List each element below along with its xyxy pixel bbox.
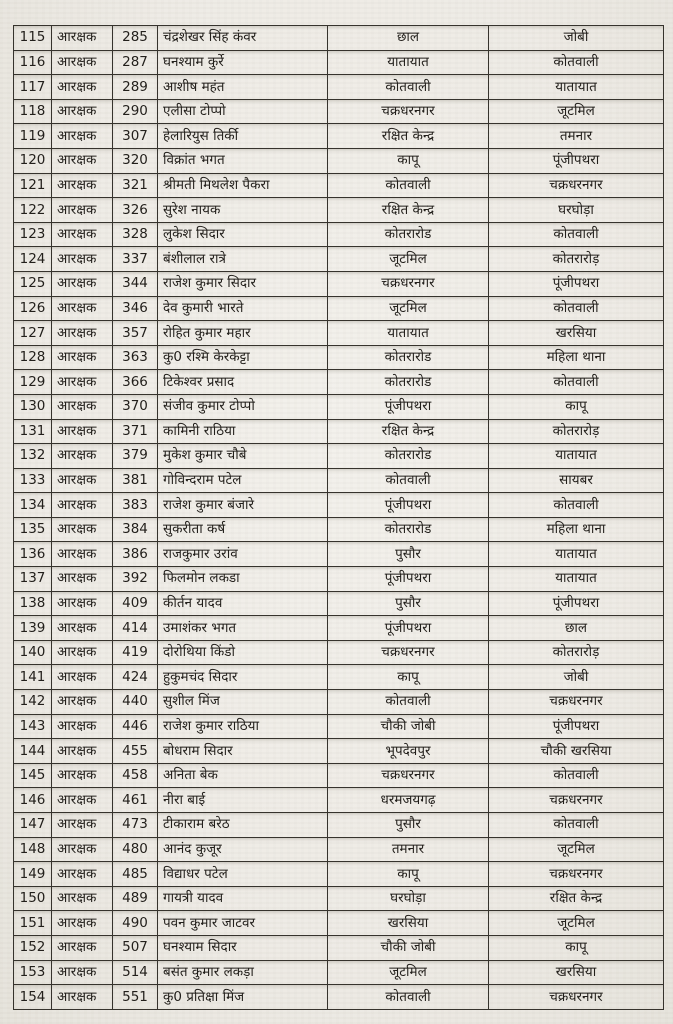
cell-posted-from: कोतरारोड (328, 517, 489, 542)
cell-name: उमाशंकर भगत (158, 616, 328, 641)
cell-posted-to: चौकी खरसिया (489, 739, 664, 764)
cell-belt-no: 473 (113, 813, 158, 838)
cell-serial-no: 147 (14, 813, 52, 838)
cell-belt-no: 383 (113, 493, 158, 518)
cell-post: आरक्षक (52, 99, 113, 124)
cell-name: हुकुमचंद सिदार (158, 665, 328, 690)
cell-name: सुरेश नायक (158, 198, 328, 223)
cell-posted-to: रक्षित केन्द्र (489, 886, 664, 911)
cell-belt-no: 386 (113, 542, 158, 567)
cell-posted-to: यातायात (489, 567, 664, 592)
table-row (14, 222, 664, 247)
cell-name: टीकाराम बरेठ (158, 813, 328, 838)
cell-belt-no: 551 (113, 985, 158, 1010)
cell-post: आरक्षक (52, 567, 113, 592)
cell-serial-no: 132 (14, 444, 52, 469)
cell-posted-from: पूंजीपथरा (328, 394, 489, 419)
document-page (13, 25, 663, 1010)
cell-posted-from: पूंजीपथरा (328, 567, 489, 592)
cell-posted-to: तमनार (489, 124, 664, 149)
cell-name: आशीष महंत (158, 75, 328, 100)
cell-posted-to: छाल (489, 616, 664, 641)
cell-post: आरक्षक (52, 124, 113, 149)
cell-serial-no: 126 (14, 296, 52, 321)
cell-post: आरक्षक (52, 640, 113, 665)
cell-belt-no: 446 (113, 714, 158, 739)
table-row (14, 690, 664, 715)
cell-posted-to: कोतवाली (489, 296, 664, 321)
table-row (14, 985, 664, 1010)
cell-serial-no: 137 (14, 567, 52, 592)
cell-belt-no: 424 (113, 665, 158, 690)
cell-serial-no: 145 (14, 763, 52, 788)
cell-posted-to: कोतवाली (489, 370, 664, 395)
cell-serial-no: 136 (14, 542, 52, 567)
cell-serial-no: 120 (14, 148, 52, 173)
cell-post: आरक्षक (52, 665, 113, 690)
cell-posted-to: चक्रधरनगर (489, 788, 664, 813)
cell-name: कु0 रश्मि केरकेट्टा (158, 345, 328, 370)
cell-posted-to: खरसिया (489, 321, 664, 346)
cell-serial-no: 116 (14, 50, 52, 75)
table-row (14, 148, 664, 173)
table-row (14, 394, 664, 419)
cell-serial-no: 143 (14, 714, 52, 739)
cell-post: आरक्षक (52, 296, 113, 321)
cell-serial-no: 119 (14, 124, 52, 149)
cell-belt-no: 514 (113, 960, 158, 985)
cell-serial-no: 117 (14, 75, 52, 100)
cell-serial-no: 133 (14, 468, 52, 493)
cell-serial-no: 140 (14, 640, 52, 665)
table-row (14, 616, 664, 641)
cell-serial-no: 129 (14, 370, 52, 395)
cell-post: आरक्षक (52, 591, 113, 616)
cell-serial-no: 134 (14, 493, 52, 518)
cell-posted-from: धरमजयगढ़ (328, 788, 489, 813)
cell-name: नीरा बाई (158, 788, 328, 813)
cell-name: पवन कुमार जाटवर (158, 911, 328, 936)
cell-post: आरक्षक (52, 26, 113, 51)
cell-posted-to: कोतवाली (489, 493, 664, 518)
table-row (14, 886, 664, 911)
cell-belt-no: 480 (113, 837, 158, 862)
cell-serial-no: 124 (14, 247, 52, 272)
cell-name: कु0 प्रतिक्षा मिंज (158, 985, 328, 1010)
cell-name: मुकेश कुमार चौबे (158, 444, 328, 469)
table-row (14, 444, 664, 469)
cell-name: राजेश कुमार सिदार (158, 271, 328, 296)
cell-belt-no: 357 (113, 321, 158, 346)
cell-posted-from: पूंजीपथरा (328, 616, 489, 641)
cell-posted-to: कोतरारोड़ (489, 247, 664, 272)
cell-posted-from: तमनार (328, 837, 489, 862)
cell-belt-no: 328 (113, 222, 158, 247)
cell-name: देव कुमारी भारते (158, 296, 328, 321)
cell-belt-no: 414 (113, 616, 158, 641)
table-row (14, 665, 664, 690)
cell-post: आरक्षक (52, 788, 113, 813)
cell-posted-to: जोबी (489, 665, 664, 690)
cell-belt-no: 371 (113, 419, 158, 444)
cell-serial-no: 118 (14, 99, 52, 124)
table-body (14, 26, 664, 1010)
cell-post: आरक्षक (52, 493, 113, 518)
cell-serial-no: 130 (14, 394, 52, 419)
cell-posted-to: घरघोड़ा (489, 198, 664, 223)
cell-belt-no: 370 (113, 394, 158, 419)
cell-post: आरक्षक (52, 763, 113, 788)
cell-posted-to: चक्रधरनगर (489, 862, 664, 887)
cell-posted-from: रक्षित केन्द्र (328, 124, 489, 149)
cell-post: आरक्षक (52, 960, 113, 985)
cell-posted-to: कापू (489, 935, 664, 960)
table-row (14, 296, 664, 321)
cell-posted-from: कोतवाली (328, 173, 489, 198)
cell-name: श्रीमती मिथलेश पैकरा (158, 173, 328, 198)
cell-posted-to: पूंजीपथरा (489, 148, 664, 173)
cell-posted-from: रक्षित केन्द्र (328, 198, 489, 223)
cell-post: आरक्षक (52, 985, 113, 1010)
cell-post: आरक्षक (52, 862, 113, 887)
cell-posted-to: जूटमिल (489, 99, 664, 124)
cell-posted-to: कोतवाली (489, 50, 664, 75)
cell-post: आरक्षक (52, 222, 113, 247)
cell-name: बोधराम सिदार (158, 739, 328, 764)
cell-posted-from: खरसिया (328, 911, 489, 936)
cell-name: राजेश कुमार राठिया (158, 714, 328, 739)
cell-post: आरक्षक (52, 345, 113, 370)
cell-posted-to: चक्रधरनगर (489, 985, 664, 1010)
cell-posted-from: यातायात (328, 50, 489, 75)
cell-serial-no: 115 (14, 26, 52, 51)
cell-posted-from: चक्रधरनगर (328, 640, 489, 665)
cell-posted-from: कोतवाली (328, 985, 489, 1010)
cell-post: आरक्षक (52, 542, 113, 567)
table-row (14, 567, 664, 592)
cell-serial-no: 144 (14, 739, 52, 764)
cell-posted-from: चौकी जोबी (328, 935, 489, 960)
cell-posted-to: जोबी (489, 26, 664, 51)
table-row (14, 173, 664, 198)
cell-serial-no: 153 (14, 960, 52, 985)
cell-posted-from: भूपदेवपुर (328, 739, 489, 764)
table-row (14, 198, 664, 223)
cell-name: घनश्याम सिदार (158, 935, 328, 960)
cell-serial-no: 141 (14, 665, 52, 690)
cell-belt-no: 289 (113, 75, 158, 100)
cell-belt-no: 346 (113, 296, 158, 321)
cell-belt-no: 440 (113, 690, 158, 715)
cell-serial-no: 123 (14, 222, 52, 247)
cell-serial-no: 142 (14, 690, 52, 715)
cell-name: दोरोथिया किंडो (158, 640, 328, 665)
cell-posted-from: पूंजीपथरा (328, 493, 489, 518)
cell-post: आरक्षक (52, 75, 113, 100)
cell-serial-no: 128 (14, 345, 52, 370)
cell-posted-from: रक्षित केन्द्र (328, 419, 489, 444)
cell-posted-from: कोतरारोड (328, 222, 489, 247)
cell-belt-no: 344 (113, 271, 158, 296)
cell-belt-no: 489 (113, 886, 158, 911)
cell-posted-from: कापू (328, 665, 489, 690)
table-row (14, 739, 664, 764)
table-row (14, 542, 664, 567)
cell-name: अनिता बेक (158, 763, 328, 788)
table-row (14, 26, 664, 51)
cell-posted-to: जूटमिल (489, 911, 664, 936)
cell-name: कीर्तन यादव (158, 591, 328, 616)
cell-posted-to: कापू (489, 394, 664, 419)
cell-belt-no: 485 (113, 862, 158, 887)
cell-post: आरक्षक (52, 837, 113, 862)
cell-belt-no: 409 (113, 591, 158, 616)
cell-post: आरक्षक (52, 468, 113, 493)
cell-belt-no: 290 (113, 99, 158, 124)
cell-name: कामिनी राठिया (158, 419, 328, 444)
transfer-table (13, 25, 664, 1010)
cell-posted-to: यातायात (489, 75, 664, 100)
cell-posted-to: पूंजीपथरा (489, 714, 664, 739)
cell-posted-from: कोतवाली (328, 468, 489, 493)
cell-post: आरक्षक (52, 813, 113, 838)
cell-name: गोविन्दराम पटेल (158, 468, 328, 493)
cell-posted-from: घरघोड़ा (328, 886, 489, 911)
table-row (14, 50, 664, 75)
table-row (14, 862, 664, 887)
cell-posted-from: चक्रधरनगर (328, 99, 489, 124)
cell-name: सुशील मिंज (158, 690, 328, 715)
cell-post: आरक्षक (52, 271, 113, 296)
cell-posted-from: जूटमिल (328, 960, 489, 985)
cell-name: आनंद कुजूर (158, 837, 328, 862)
cell-posted-to: जूटमिल (489, 837, 664, 862)
cell-serial-no: 151 (14, 911, 52, 936)
cell-post: आरक्षक (52, 714, 113, 739)
cell-post: आरक्षक (52, 517, 113, 542)
cell-post: आरक्षक (52, 50, 113, 75)
cell-posted-from: चक्रधरनगर (328, 271, 489, 296)
cell-post: आरक्षक (52, 911, 113, 936)
cell-serial-no: 150 (14, 886, 52, 911)
table-row (14, 345, 664, 370)
table-row (14, 493, 664, 518)
cell-name: घनश्याम कुर्रे (158, 50, 328, 75)
cell-belt-no: 455 (113, 739, 158, 764)
cell-belt-no: 285 (113, 26, 158, 51)
cell-post: आरक्षक (52, 935, 113, 960)
cell-belt-no: 287 (113, 50, 158, 75)
cell-post: आरक्षक (52, 198, 113, 223)
cell-posted-from: कोतरारोड (328, 345, 489, 370)
cell-post: आरक्षक (52, 173, 113, 198)
cell-serial-no: 127 (14, 321, 52, 346)
table-row (14, 517, 664, 542)
cell-belt-no: 490 (113, 911, 158, 936)
table-row (14, 591, 664, 616)
cell-serial-no: 149 (14, 862, 52, 887)
table-row (14, 837, 664, 862)
table-row (14, 370, 664, 395)
cell-posted-to: खरसिया (489, 960, 664, 985)
cell-posted-from: यातायात (328, 321, 489, 346)
cell-posted-from: कोतवाली (328, 75, 489, 100)
cell-posted-from: कोतरारोड (328, 444, 489, 469)
cell-posted-from: कापू (328, 148, 489, 173)
cell-serial-no: 135 (14, 517, 52, 542)
cell-posted-to: महिला थाना (489, 517, 664, 542)
cell-posted-from: पुसौर (328, 542, 489, 567)
cell-name: राजेश कुमार बंजारे (158, 493, 328, 518)
cell-serial-no: 122 (14, 198, 52, 223)
cell-belt-no: 384 (113, 517, 158, 542)
table-row (14, 468, 664, 493)
cell-serial-no: 146 (14, 788, 52, 813)
cell-posted-to: पूंजीपथरा (489, 591, 664, 616)
cell-serial-no: 148 (14, 837, 52, 862)
cell-serial-no: 154 (14, 985, 52, 1010)
table-row (14, 911, 664, 936)
cell-posted-from: चौकी जोबी (328, 714, 489, 739)
cell-serial-no: 139 (14, 616, 52, 641)
table-row (14, 124, 664, 149)
cell-belt-no: 337 (113, 247, 158, 272)
cell-post: आरक्षक (52, 444, 113, 469)
cell-belt-no: 320 (113, 148, 158, 173)
cell-name: लुकेश सिदार (158, 222, 328, 247)
cell-post: आरक्षक (52, 148, 113, 173)
cell-posted-from: कोतवाली (328, 690, 489, 715)
cell-belt-no: 307 (113, 124, 158, 149)
cell-belt-no: 326 (113, 198, 158, 223)
cell-name: चंद्रशेखर सिंह कंवर (158, 26, 328, 51)
cell-posted-to: कोतवाली (489, 222, 664, 247)
cell-posted-to: यातायात (489, 542, 664, 567)
cell-belt-no: 458 (113, 763, 158, 788)
cell-post: आरक्षक (52, 419, 113, 444)
cell-posted-from: पुसौर (328, 813, 489, 838)
cell-name: रोहित कुमार महार (158, 321, 328, 346)
cell-posted-from: चक्रधरनगर (328, 763, 489, 788)
cell-name: राजकुमार उरांव (158, 542, 328, 567)
cell-post: आरक्षक (52, 370, 113, 395)
table-row (14, 714, 664, 739)
cell-belt-no: 507 (113, 935, 158, 960)
cell-posted-to: यातायात (489, 444, 664, 469)
cell-posted-to: पूंजीपथरा (489, 271, 664, 296)
cell-serial-no: 125 (14, 271, 52, 296)
cell-name: सुकरीता कर्ष (158, 517, 328, 542)
cell-posted-to: कोतवाली (489, 763, 664, 788)
cell-name: संजीव कुमार टोप्पो (158, 394, 328, 419)
table-row (14, 271, 664, 296)
cell-post: आरक्षक (52, 739, 113, 764)
cell-name: हेलारियुस तिर्की (158, 124, 328, 149)
cell-posted-from: छाल (328, 26, 489, 51)
cell-posted-to: महिला थाना (489, 345, 664, 370)
table-row (14, 640, 664, 665)
table-row (14, 321, 664, 346)
table-row (14, 813, 664, 838)
cell-post: आरक्षक (52, 321, 113, 346)
cell-belt-no: 419 (113, 640, 158, 665)
cell-name: विद्याधर पटेल (158, 862, 328, 887)
cell-posted-to: कोतवाली (489, 813, 664, 838)
cell-posted-to: कोतरारोड़ (489, 640, 664, 665)
cell-posted-from: जूटमिल (328, 247, 489, 272)
cell-name: बंशीलाल रात्रे (158, 247, 328, 272)
cell-posted-to: सायबर (489, 468, 664, 493)
cell-posted-from: कोतरारोड (328, 370, 489, 395)
cell-post: आरक्षक (52, 394, 113, 419)
cell-name: एलीसा टोप्पो (158, 99, 328, 124)
cell-posted-from: पुसौर (328, 591, 489, 616)
cell-posted-to: कोतरारोड़ (489, 419, 664, 444)
cell-name: गायत्री यादव (158, 886, 328, 911)
table-row (14, 247, 664, 272)
table-row (14, 960, 664, 985)
cell-post: आरक्षक (52, 616, 113, 641)
cell-name: फिलमोन लकडा (158, 567, 328, 592)
cell-serial-no: 138 (14, 591, 52, 616)
cell-posted-to: चक्रधरनगर (489, 690, 664, 715)
cell-post: आरक्षक (52, 690, 113, 715)
cell-serial-no: 131 (14, 419, 52, 444)
cell-post: आरक्षक (52, 247, 113, 272)
cell-post: आरक्षक (52, 886, 113, 911)
cell-name: विक्रांत भगत (158, 148, 328, 173)
table-row (14, 763, 664, 788)
cell-serial-no: 152 (14, 935, 52, 960)
cell-belt-no: 321 (113, 173, 158, 198)
table-row (14, 935, 664, 960)
table-row (14, 788, 664, 813)
cell-belt-no: 381 (113, 468, 158, 493)
cell-belt-no: 379 (113, 444, 158, 469)
table-row (14, 99, 664, 124)
cell-belt-no: 461 (113, 788, 158, 813)
cell-name: बसंत कुमार लकड़ा (158, 960, 328, 985)
cell-serial-no: 121 (14, 173, 52, 198)
cell-belt-no: 366 (113, 370, 158, 395)
table-row (14, 75, 664, 100)
cell-belt-no: 392 (113, 567, 158, 592)
cell-posted-to: चक्रधरनगर (489, 173, 664, 198)
cell-name: टिकेश्वर प्रसाद (158, 370, 328, 395)
cell-belt-no: 363 (113, 345, 158, 370)
table-row (14, 419, 664, 444)
cell-posted-from: कापू (328, 862, 489, 887)
cell-posted-from: जूटमिल (328, 296, 489, 321)
